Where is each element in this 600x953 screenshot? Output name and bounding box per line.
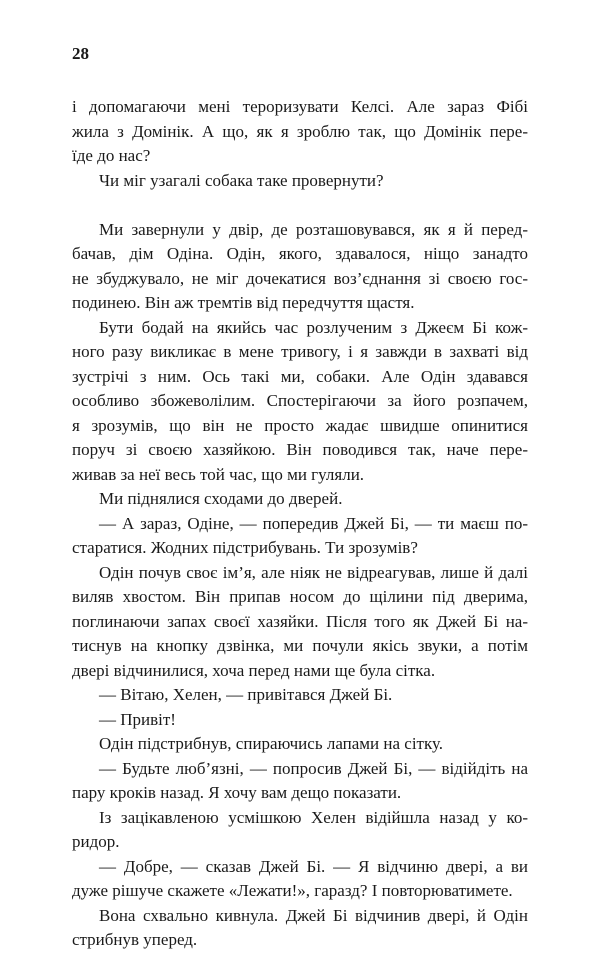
paragraph — [72, 732, 528, 757]
paragraph — [72, 487, 528, 512]
text-line: не збуджувало, не міг дочекатися воз’єднання зі своєю гос- — [72, 268, 528, 288]
paragraph — [72, 218, 528, 316]
text-line: Чи міг узагалі собака таке провернути? — [99, 170, 384, 190]
text-line: і допомагаючи мені тероризувати Келсі. Але зараз Фібі — [72, 97, 528, 116]
paragraph — [72, 316, 528, 488]
text-line: Із зацікавленою усмішкою Хелен відійшла назад у ко- — [99, 807, 528, 827]
text-line: Одін почув своє ім’я, але ніяк не відреагував, лише й далі — [99, 562, 528, 582]
paragraph — [72, 512, 528, 561]
text-line: подинею. Він аж тремтів від передчуття щастя. — [72, 293, 415, 312]
text-line: старатися. Жодних підстрибувань. Ти зрозумів? — [72, 538, 418, 557]
text-line: пару кроків назад. Я хочу вам дещо показати. — [72, 783, 402, 802]
paragraph — [72, 95, 528, 169]
text-line: живав за неї весь той час, що ми гуляли. — [72, 464, 365, 484]
text-line: Ми завернули у двір, де розташовувався, як я й перед- — [99, 219, 528, 239]
text-line: тиснув на кнопку дзвінка, ми почули якісь звуки, а потім — [72, 636, 528, 655]
text-line: стрибнув уперед. — [72, 930, 198, 949]
text-line: бачав, дім Одіна. Одін, якого, здавалося, ніщо занадто — [72, 244, 528, 263]
paragraph — [72, 561, 528, 684]
paragraph — [72, 757, 528, 806]
text-line: їде до нас? — [72, 146, 151, 165]
text-line: — Привіт! — [99, 709, 176, 729]
text-line: — Будьте люб’язні, — попросив Джей Бі, — відійдіть на — [99, 758, 528, 778]
text-body — [72, 95, 528, 953]
text-line: Одін підстрибнув, спираючись лапами на сітку. — [99, 734, 444, 753]
paragraph — [72, 708, 528, 733]
text-line: поглинаючи запах своєї хазяйки. Після того як Джей Бі на- — [72, 611, 528, 631]
text-line: Ми піднялися сходами до дверей. — [99, 489, 343, 508]
text-line: — А зараз, Одіне, — попередив Джей Бі, — ти маєш по- — [99, 513, 528, 533]
text-line: Бути бодай на якийсь час розлученим з Джеєм Бі кож- — [99, 317, 528, 337]
paragraph-gap — [72, 193, 528, 218]
text-line: двері відчинилися, хоча перед нами ще була сітка. — [72, 660, 436, 680]
paragraph — [72, 806, 528, 855]
text-line: — Вітаю, Хелен, — привітався Джей Бі. — [99, 685, 393, 704]
text-line: особливо збожеволілим. Спостерігаючи за його розпачем, — [72, 391, 528, 410]
text-line: дуже рішуче скажете «Лежати!», гаразд? І повторюватимете. — [72, 881, 513, 900]
text-line: — Добре, — сказав Джей Бі. — Я відчиню двері, а ви — [99, 856, 528, 876]
text-line: поруч зі своєю хазяйкою. Він поводився так, наче пере- — [72, 440, 528, 459]
text-line: зустрічі з ним. Ось такі ми, собаки. Але Одін здавався — [72, 366, 528, 386]
paragraph — [72, 683, 528, 708]
text-line: Вона схвально кивнула. Джей Бі відчинив двері, й Одін — [99, 905, 528, 925]
text-line: ридор. — [72, 832, 120, 851]
page-number: 28 — [72, 44, 89, 63]
text-line: ного разу викликає в мене тривогу, і я завжди в захваті від — [72, 342, 528, 361]
text-line: я зрозумів, що він не просто жадає швидше опинитися — [72, 415, 528, 435]
paragraph — [72, 169, 528, 194]
paragraph — [72, 904, 528, 953]
text-line: жила з Домінік. А що, як я зроблю так, що Домінік пере- — [72, 121, 528, 141]
text-line: виляв хвостом. Він припав носом до щілини під дверима, — [72, 587, 528, 606]
paragraph — [72, 855, 528, 904]
